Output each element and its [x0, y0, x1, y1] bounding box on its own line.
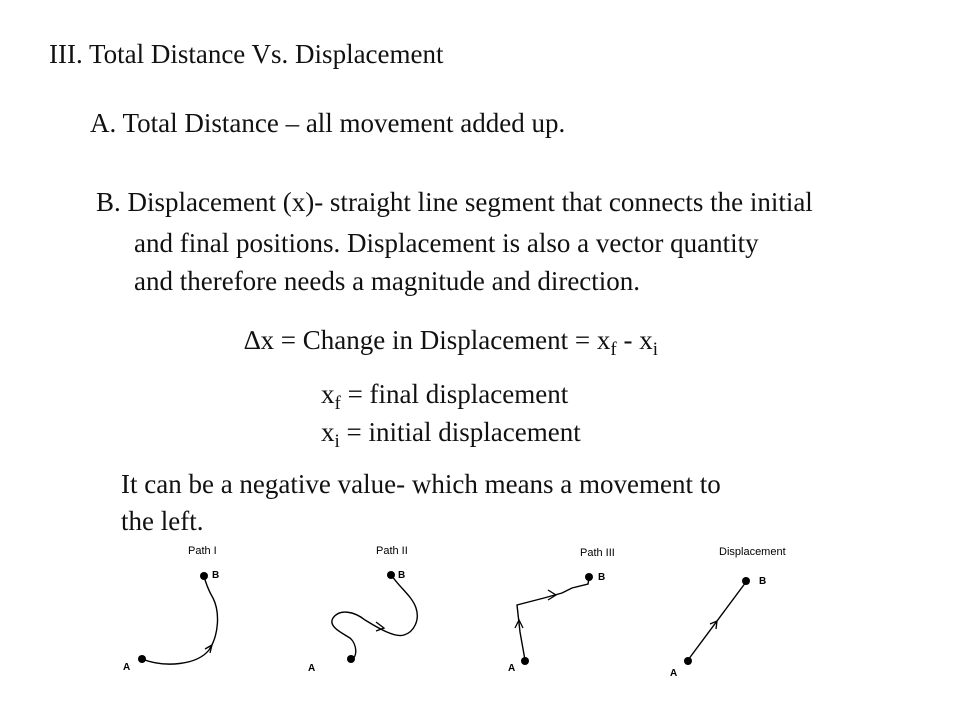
end-point: [200, 572, 208, 580]
start-label: A: [308, 663, 316, 674]
displacement-diagram: [660, 540, 820, 680]
diagram-title: Path I: [188, 545, 217, 557]
slide-heading: III. Total Distance Vs. Displacement: [49, 39, 444, 69]
end-point: [585, 573, 593, 581]
arrow-head: [548, 590, 556, 600]
diagram-title: Path III: [580, 547, 615, 559]
note-line-2: the left.: [121, 506, 204, 536]
definition-text: = initial displacement: [339, 417, 581, 447]
end-label: B: [598, 572, 606, 583]
start-point: [347, 655, 355, 663]
start-label: A: [508, 663, 516, 674]
arrow-head: [205, 645, 212, 653]
start-point: [684, 657, 692, 665]
definition-sub: f: [334, 393, 341, 414]
equation-lhs: ∆x = Change in Displacement = x: [244, 325, 611, 355]
path-3-diagram: [500, 540, 640, 680]
point-b-line-3: and therefore needs a magnitude and direction.: [134, 266, 641, 296]
definition-symbol: x: [321, 417, 335, 447]
diagram-title: Displacement: [719, 546, 786, 558]
end-label: B: [398, 570, 406, 581]
equation-sub-f: f: [610, 339, 617, 360]
path-curve: [332, 576, 417, 659]
end-point: [387, 571, 395, 579]
equation-sub-i: i: [652, 339, 659, 360]
diagram-title: Path II: [376, 545, 408, 557]
start-label: A: [670, 668, 678, 679]
definition-text: = final displacement: [340, 379, 569, 409]
definition-symbol: x: [321, 379, 335, 409]
definition-sub: i: [334, 431, 340, 452]
point-b-line-2: and final positions. Displacement is also a vector quantity: [134, 228, 759, 258]
path-curve: [142, 577, 218, 664]
start-point: [138, 655, 146, 663]
start-label: A: [123, 662, 131, 673]
end-label: B: [212, 570, 220, 581]
path-line: [517, 578, 589, 660]
end-point: [742, 577, 750, 585]
definition-initial: [321, 416, 581, 452]
point-b-line-1: B. Displacement (x)- straight line segment that connects the initial: [96, 187, 813, 217]
path-2-diagram: [300, 540, 440, 680]
definition-final: [321, 378, 568, 414]
end-label: B: [759, 576, 767, 587]
displacement-equation: [244, 324, 658, 360]
point-a-text: A. Total Distance – all movement added up.: [90, 108, 566, 138]
equation-minus: - x: [616, 325, 653, 355]
path-1-diagram: [115, 540, 250, 680]
note-line-1: It can be a negative value- which means a movement to: [121, 469, 721, 499]
start-point: [521, 657, 529, 665]
